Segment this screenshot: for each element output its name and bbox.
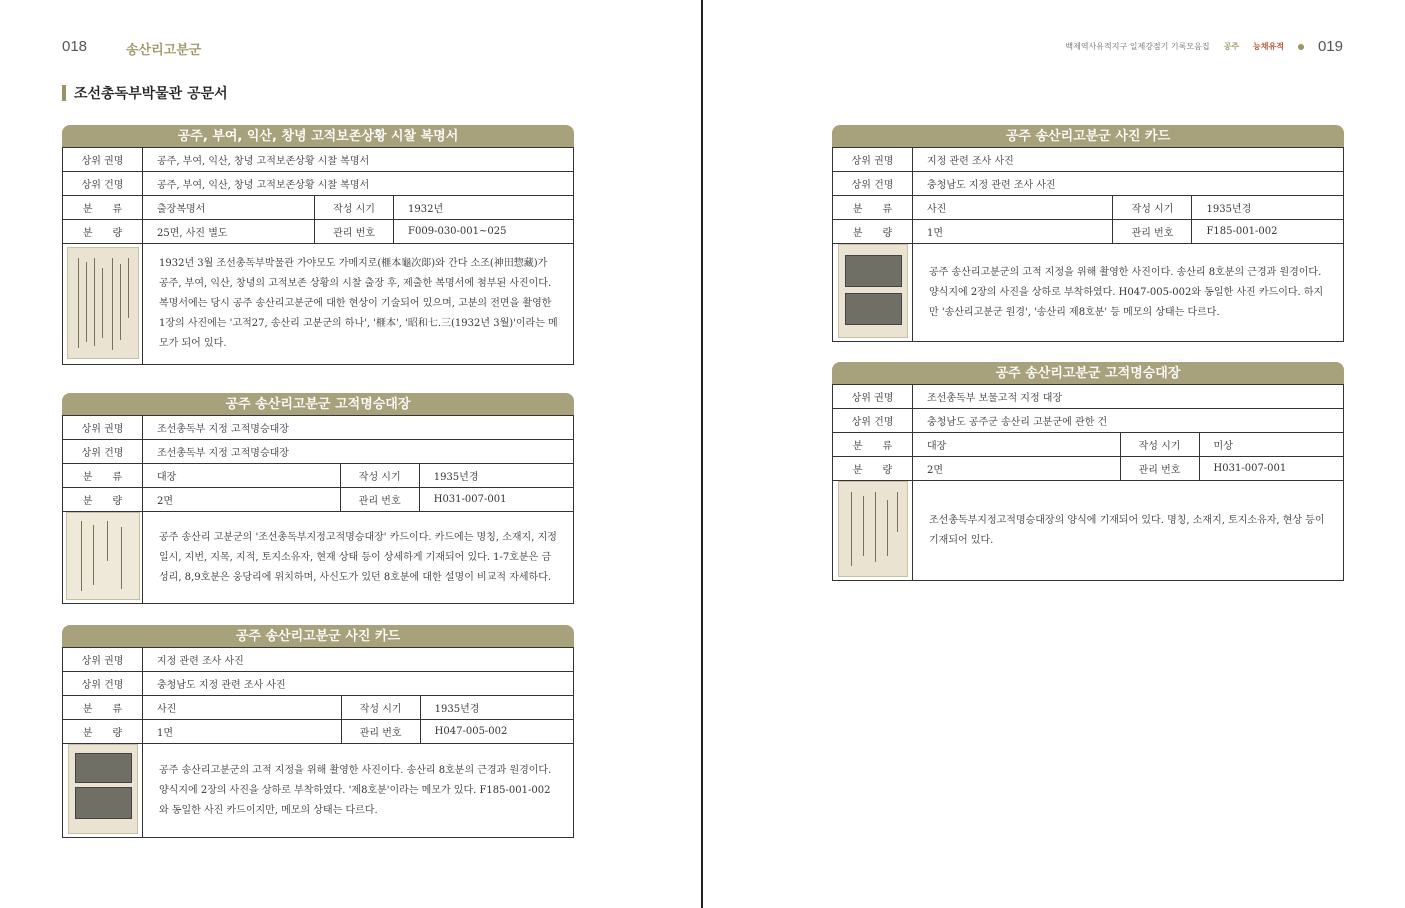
value-amount: 1면 <box>913 220 1113 244</box>
photo-lower <box>845 293 901 325</box>
photo-card-image <box>838 244 908 338</box>
document-image <box>66 512 140 600</box>
value-amount: 2면 <box>913 457 1121 481</box>
value-parent-volume: 조선총독부 지정 고적명승대장 <box>143 416 574 440</box>
photo-upper <box>845 255 901 287</box>
label-parent-volume: 상위 권명 <box>63 416 143 440</box>
value-parent-item: 공주, 부여, 익산, 창녕 고적보존상황 시찰 복명서 <box>143 172 574 196</box>
chapter-title: 송산리고분군 <box>126 43 202 58</box>
value-amount: 1면 <box>143 720 342 744</box>
photo-upper <box>75 753 131 783</box>
label-id: 관리 번호 <box>1113 220 1192 244</box>
label-parent-item: 상위 건명 <box>833 409 913 433</box>
value-id: F009-030-001~025 <box>394 220 574 244</box>
photo-card-thumbnail <box>63 744 143 838</box>
label-parent-item: 상위 건명 <box>63 672 143 696</box>
photo-lower <box>75 787 131 819</box>
card-title: 공주 송산리고분군 사진 카드 <box>62 625 574 647</box>
left-page-number: 018 <box>62 38 88 55</box>
record-description: 공주 송산리고분군의 고적 지정을 위해 촬영한 사진이다. 송산리 8호분의 근경과 원경이다. 양식지에 2장의 사진을 상하로 부착하였다. H047-005-002와 동일한 사진 카드이다. 하지만 '송산리고분군 원경', '송산리 제8호분' 등 메모의 상태는 다르다. <box>913 244 1344 342</box>
value-date: 1935년경 <box>1192 196 1344 220</box>
label-class: 분 류 <box>63 696 143 720</box>
value-class: 사진 <box>143 696 342 720</box>
label-parent-volume: 상위 권명 <box>63 648 143 672</box>
bullet-dot <box>1298 44 1304 50</box>
document-thumbnail <box>833 481 913 581</box>
record-card <box>832 125 1344 342</box>
value-parent-item: 충청남도 공주군 송산리 고분군에 관한 건 <box>913 409 1344 433</box>
record-description: 조선총독부지정고적명승대장의 양식에 기재되어 있다. 명칭, 소재지, 토지소유자, 현상 등이 기재되어 있다. <box>913 481 1344 581</box>
value-date: 1935년경 <box>419 464 573 488</box>
label-id: 관리 번호 <box>340 488 419 512</box>
record-description: 공주 송산리고분군의 고적 지정을 위해 촬영한 사진이다. 송산리 8호분의 근경과 원경이다. 양식지에 2장의 사진을 상하로 부착하였다. '제8호분'이라는 메모가 있다. F185-001-002와 동일한 사진 카드이지만, 메모의 상태는 다르다. <box>143 744 574 838</box>
label-id: 관리 번호 <box>341 720 420 744</box>
value-date: 미상 <box>1199 433 1343 457</box>
category-tag: 능채유적 <box>1253 42 1284 51</box>
label-class: 분 류 <box>63 464 143 488</box>
value-amount: 2면 <box>143 488 341 512</box>
value-class: 대장 <box>143 464 341 488</box>
card-title: 공주, 부여, 익산, 창녕 고적보존상황 시찰 복명서 <box>62 125 574 147</box>
section-title-text: 조선총독부박물관 공문서 <box>74 86 228 102</box>
label-amount: 분 량 <box>833 457 913 481</box>
label-amount: 분 량 <box>63 720 143 744</box>
record-card <box>62 125 574 365</box>
label-parent-item: 상위 건명 <box>833 172 913 196</box>
value-date: 1932년 <box>394 196 574 220</box>
label-date: 작성 시기 <box>1113 196 1192 220</box>
document-thumbnail <box>63 512 143 604</box>
label-id: 관리 번호 <box>1120 457 1199 481</box>
label-class: 분 류 <box>833 196 913 220</box>
section-heading <box>62 83 228 103</box>
value-id: H031-007-001 <box>1199 457 1343 481</box>
label-amount: 분 량 <box>63 488 143 512</box>
value-parent-volume: 공주, 부여, 익산, 창녕 고적보존상황 시찰 복명서 <box>143 148 574 172</box>
series-title: 백제역사유적지구 일제강점기 기록모음집 <box>1065 42 1210 51</box>
value-parent-item: 조선총독부 지정 고적명승대장 <box>143 440 574 464</box>
value-parent-volume: 지정 관련 조사 사진 <box>143 648 574 672</box>
value-id: H031-007-001 <box>419 488 573 512</box>
value-parent-volume: 조선총독부 보물고적 지정 대장 <box>913 385 1344 409</box>
card-title: 공주 송산리고분군 고적명승대장 <box>62 393 574 415</box>
record-description: 공주 송산리 고분군의 '조선총독부지정고적명승대장' 카드이다. 카드에는 명칭, 소재지, 지정일시, 지번, 지목, 지적, 토지소유자, 현재 상태 등이 상세하게 기재되어 있다. 1-7호분은 금성리, 8,9호분은 웅당리에 위치하며, 사신도가 있던 8호분에 대한 설명이 비교적 자세하다. <box>143 512 574 604</box>
record-card <box>62 625 574 838</box>
label-parent-volume: 상위 권명 <box>833 385 913 409</box>
value-class: 대장 <box>913 433 1121 457</box>
label-id: 관리 번호 <box>315 220 394 244</box>
record-card <box>832 362 1344 581</box>
record-table <box>832 147 1344 342</box>
photo-card-image <box>68 744 138 834</box>
label-amount: 분 량 <box>63 220 143 244</box>
value-class: 출장복명서 <box>143 196 315 220</box>
region-tag: 공주 <box>1223 42 1240 51</box>
label-class: 분 류 <box>833 433 913 457</box>
label-parent-volume: 상위 권명 <box>63 148 143 172</box>
label-date: 작성 시기 <box>315 196 394 220</box>
label-date: 작성 시기 <box>340 464 419 488</box>
document-image <box>838 481 908 577</box>
record-card <box>62 393 574 604</box>
value-parent-item: 충청남도 지정 관련 조사 사진 <box>913 172 1344 196</box>
label-date: 작성 시기 <box>341 696 420 720</box>
label-amount: 분 량 <box>833 220 913 244</box>
label-date: 작성 시기 <box>1120 433 1199 457</box>
record-description: 1932년 3월 조선총독부박물관 가야모도 가메지로(榧本龜次郞)와 간다 소조(神田惣藏)가 공주, 부여, 익산, 창녕의 고적보존 상황의 시찰 출장 후, 제출한 복명서에 첨부된 사진이다. 복명서에는 당시 공주 송산리고분군에 대한 현상이 기술되어 있으며, 고분의 전면을 촬영한 1장의 사진에는 '고적27, 송산리 고분군의 하나', '榧本', '昭和七.三(1932년 3월)'이라는 메모가 되어 있다. <box>143 244 574 365</box>
label-parent-item: 상위 건명 <box>63 172 143 196</box>
section-bar <box>62 85 66 101</box>
value-amount: 25면, 사진 별도 <box>143 220 315 244</box>
label-class: 분 류 <box>63 196 143 220</box>
value-date: 1935년경 <box>420 696 573 720</box>
right-page-number: 019 <box>1317 38 1343 55</box>
value-parent-volume: 지정 관련 조사 사진 <box>913 148 1344 172</box>
record-table <box>832 384 1344 581</box>
card-title: 공주 송산리고분군 사진 카드 <box>832 125 1344 147</box>
value-parent-item: 충청남도 지정 관련 조사 사진 <box>143 672 574 696</box>
page-gutter <box>701 0 703 908</box>
value-id: H047-005-002 <box>420 720 573 744</box>
label-parent-volume: 상위 권명 <box>833 148 913 172</box>
value-class: 사진 <box>913 196 1113 220</box>
record-table <box>62 147 574 365</box>
card-title: 공주 송산리고분군 고적명승대장 <box>832 362 1344 384</box>
document-image <box>67 247 139 359</box>
record-table <box>62 647 574 838</box>
document-thumbnail <box>63 244 143 365</box>
label-parent-item: 상위 건명 <box>63 440 143 464</box>
record-table <box>62 415 574 604</box>
right-running-header <box>1065 38 1343 55</box>
value-id: F185-001-002 <box>1192 220 1344 244</box>
photo-card-thumbnail <box>833 244 913 342</box>
